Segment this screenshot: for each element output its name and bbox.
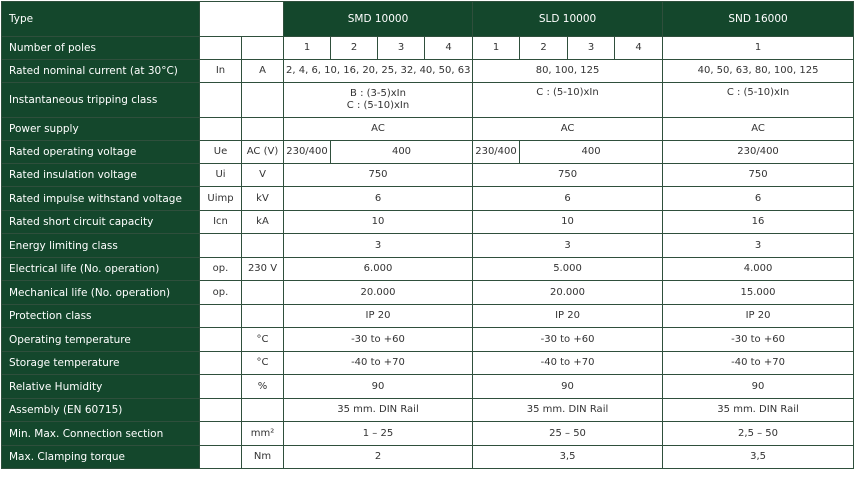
label-poles: Number of poles — [2, 37, 200, 60]
sld-electrical-life: 5.000 — [473, 258, 663, 281]
sld-torque: 3,5 — [473, 446, 663, 469]
smd-storage-temp: -40 to +70 — [284, 352, 473, 375]
sld-insulation-voltage: 750 — [473, 164, 663, 187]
unit-cell — [242, 399, 284, 422]
sld-pole-4: 4 — [615, 37, 663, 60]
sld-power-supply: AC — [473, 118, 663, 141]
snd-operating-temp: -30 to +60 — [663, 328, 854, 352]
smd-connection: 1 – 25 — [284, 422, 473, 446]
unit-cell — [242, 83, 284, 118]
snd-assembly: 35 mm. DIN Rail — [663, 399, 854, 422]
label-tripping-class: Instantaneous tripping class — [2, 83, 200, 118]
row-power-supply — [2, 118, 854, 141]
spec-table — [1, 1, 854, 469]
sld-operating-temp: -30 to +60 — [473, 328, 663, 352]
symbol-cell — [200, 83, 242, 118]
label-operating-voltage: Rated operating voltage — [2, 141, 200, 164]
symbol-cell — [200, 328, 242, 352]
symbol-rated-current: In — [200, 60, 242, 83]
smd-pole-4: 4 — [425, 37, 473, 60]
header-snd: SND 16000 — [663, 2, 854, 37]
snd-short-circuit: 16 — [663, 211, 854, 234]
smd-tripping-class — [284, 83, 473, 118]
label-energy-class: Energy limiting class — [2, 234, 200, 258]
header-blank-cell — [200, 2, 284, 37]
smd-mechanical-life: 20.000 — [284, 281, 473, 305]
smd-operating-temp: -30 to +60 — [284, 328, 473, 352]
row-protection-class — [2, 305, 854, 328]
sld-impulse-voltage: 6 — [473, 187, 663, 211]
row-electrical-life — [2, 258, 854, 281]
symbol-short-circuit: Icn — [200, 211, 242, 234]
snd-insulation-voltage: 750 — [663, 164, 854, 187]
smd-tripping-class-c: C : (5-10)xIn — [346, 100, 410, 111]
label-type: Type — [2, 2, 200, 37]
snd-torque: 3,5 — [663, 446, 854, 469]
header-sld: SLD 10000 — [473, 2, 663, 37]
symbol-electrical-life: op. — [200, 258, 242, 281]
label-protection-class: Protection class — [2, 305, 200, 328]
row-operating-voltage — [2, 141, 854, 164]
symbol-cell — [200, 399, 242, 422]
snd-electrical-life: 4.000 — [663, 258, 854, 281]
row-connection — [2, 422, 854, 446]
unit-connection: mm² — [242, 422, 284, 446]
sld-pole-2: 2 — [520, 37, 568, 60]
label-mechanical-life: Mechanical life (No. operation) — [2, 281, 200, 305]
smd-operating-voltage-1p: 230/400 — [284, 141, 331, 164]
snd-storage-temp: -40 to +70 — [663, 352, 854, 375]
row-storage-temp — [2, 352, 854, 375]
unit-insulation-voltage: V — [242, 164, 284, 187]
label-impulse-voltage: Rated impulse withstand voltage — [2, 187, 200, 211]
snd-operating-voltage: 230/400 — [663, 141, 854, 164]
smd-energy-class: 3 — [284, 234, 473, 258]
sld-mechanical-life: 20.000 — [473, 281, 663, 305]
symbol-cell — [200, 37, 242, 60]
smd-impulse-voltage: 6 — [284, 187, 473, 211]
row-short-circuit — [2, 211, 854, 234]
snd-connection: 2,5 – 50 — [663, 422, 854, 446]
smd-tripping-class-b: B : (3-5)xIn — [350, 88, 406, 99]
label-connection: Min. Max. Connection section — [2, 422, 200, 446]
smd-electrical-life: 6.000 — [284, 258, 473, 281]
row-tripping-class — [2, 83, 854, 118]
smd-operating-voltage: 400 — [331, 141, 473, 164]
label-short-circuit: Rated short circuit capacity — [2, 211, 200, 234]
unit-cell — [242, 234, 284, 258]
snd-mechanical-life: 15.000 — [663, 281, 854, 305]
unit-cell — [242, 37, 284, 60]
snd-protection-class: IP 20 — [663, 305, 854, 328]
snd-pole-1: 1 — [663, 37, 854, 60]
symbol-insulation-voltage: Ui — [200, 164, 242, 187]
sld-protection-class: IP 20 — [473, 305, 663, 328]
row-type — [2, 2, 854, 37]
unit-rated-current: A — [242, 60, 284, 83]
smd-rated-current: 2, 4, 6, 10, 16, 20, 25, 32, 40, 50, 63 — [284, 60, 473, 83]
row-humidity — [2, 375, 854, 399]
smd-protection-class: IP 20 — [284, 305, 473, 328]
row-assembly — [2, 399, 854, 422]
symbol-cell — [200, 375, 242, 399]
symbol-cell — [200, 305, 242, 328]
symbol-cell — [200, 446, 242, 469]
sld-tripping-class: C : (5-10)xIn — [473, 83, 663, 118]
label-operating-temp: Operating temperature — [2, 328, 200, 352]
row-energy-class — [2, 234, 854, 258]
snd-impulse-voltage: 6 — [663, 187, 854, 211]
unit-humidity: % — [242, 375, 284, 399]
smd-short-circuit: 10 — [284, 211, 473, 234]
symbol-cell — [200, 118, 242, 141]
smd-pole-3: 3 — [378, 37, 425, 60]
symbol-cell — [200, 422, 242, 446]
snd-energy-class: 3 — [663, 234, 854, 258]
smd-assembly: 35 mm. DIN Rail — [284, 399, 473, 422]
sld-assembly: 35 mm. DIN Rail — [473, 399, 663, 422]
sld-connection: 25 – 50 — [473, 422, 663, 446]
row-insulation-voltage — [2, 164, 854, 187]
sld-storage-temp: -40 to +70 — [473, 352, 663, 375]
sld-pole-1: 1 — [473, 37, 520, 60]
unit-operating-temp: °C — [242, 328, 284, 352]
sld-rated-current: 80, 100, 125 — [473, 60, 663, 83]
row-mechanical-life — [2, 281, 854, 305]
unit-short-circuit: kA — [242, 211, 284, 234]
label-storage-temp: Storage temperature — [2, 352, 200, 375]
symbol-operating-voltage: Ue — [200, 141, 242, 164]
label-electrical-life: Electrical life (No. operation) — [2, 258, 200, 281]
sld-pole-3: 3 — [568, 37, 615, 60]
unit-operating-voltage: AC (V) — [242, 141, 284, 164]
smd-torque: 2 — [284, 446, 473, 469]
symbol-cell — [200, 352, 242, 375]
sld-short-circuit: 10 — [473, 211, 663, 234]
row-torque — [2, 446, 854, 469]
snd-power-supply: AC — [663, 118, 854, 141]
symbol-cell — [200, 234, 242, 258]
label-rated-current: Rated nominal current (at 30°C) — [2, 60, 200, 83]
unit-cell — [242, 281, 284, 305]
smd-power-supply: AC — [284, 118, 473, 141]
row-impulse-voltage — [2, 187, 854, 211]
smd-pole-1: 1 — [284, 37, 331, 60]
snd-tripping-class: C : (5-10)xIn — [663, 83, 854, 118]
smd-pole-2: 2 — [331, 37, 378, 60]
label-insulation-voltage: Rated insulation voltage — [2, 164, 200, 187]
label-torque: Max. Clamping torque — [2, 446, 200, 469]
symbol-mechanical-life: op. — [200, 281, 242, 305]
sld-energy-class: 3 — [473, 234, 663, 258]
snd-humidity: 90 — [663, 375, 854, 399]
sld-humidity: 90 — [473, 375, 663, 399]
unit-cell — [242, 305, 284, 328]
row-poles — [2, 37, 854, 60]
unit-impulse-voltage: kV — [242, 187, 284, 211]
symbol-impulse-voltage: Uimp — [200, 187, 242, 211]
unit-storage-temp: °C — [242, 352, 284, 375]
snd-rated-current: 40, 50, 63, 80, 100, 125 — [663, 60, 854, 83]
unit-electrical-life: 230 V — [242, 258, 284, 281]
smd-humidity: 90 — [284, 375, 473, 399]
label-power-supply: Power supply — [2, 118, 200, 141]
header-smd: SMD 10000 — [284, 2, 473, 37]
unit-torque: Nm — [242, 446, 284, 469]
label-humidity: Relative Humidity — [2, 375, 200, 399]
row-rated-current — [2, 60, 854, 83]
smd-insulation-voltage: 750 — [284, 164, 473, 187]
sld-operating-voltage: 400 — [520, 141, 663, 164]
unit-cell — [242, 118, 284, 141]
row-operating-temp — [2, 328, 854, 352]
sld-operating-voltage-1p: 230/400 — [473, 141, 520, 164]
label-assembly: Assembly (EN 60715) — [2, 399, 200, 422]
